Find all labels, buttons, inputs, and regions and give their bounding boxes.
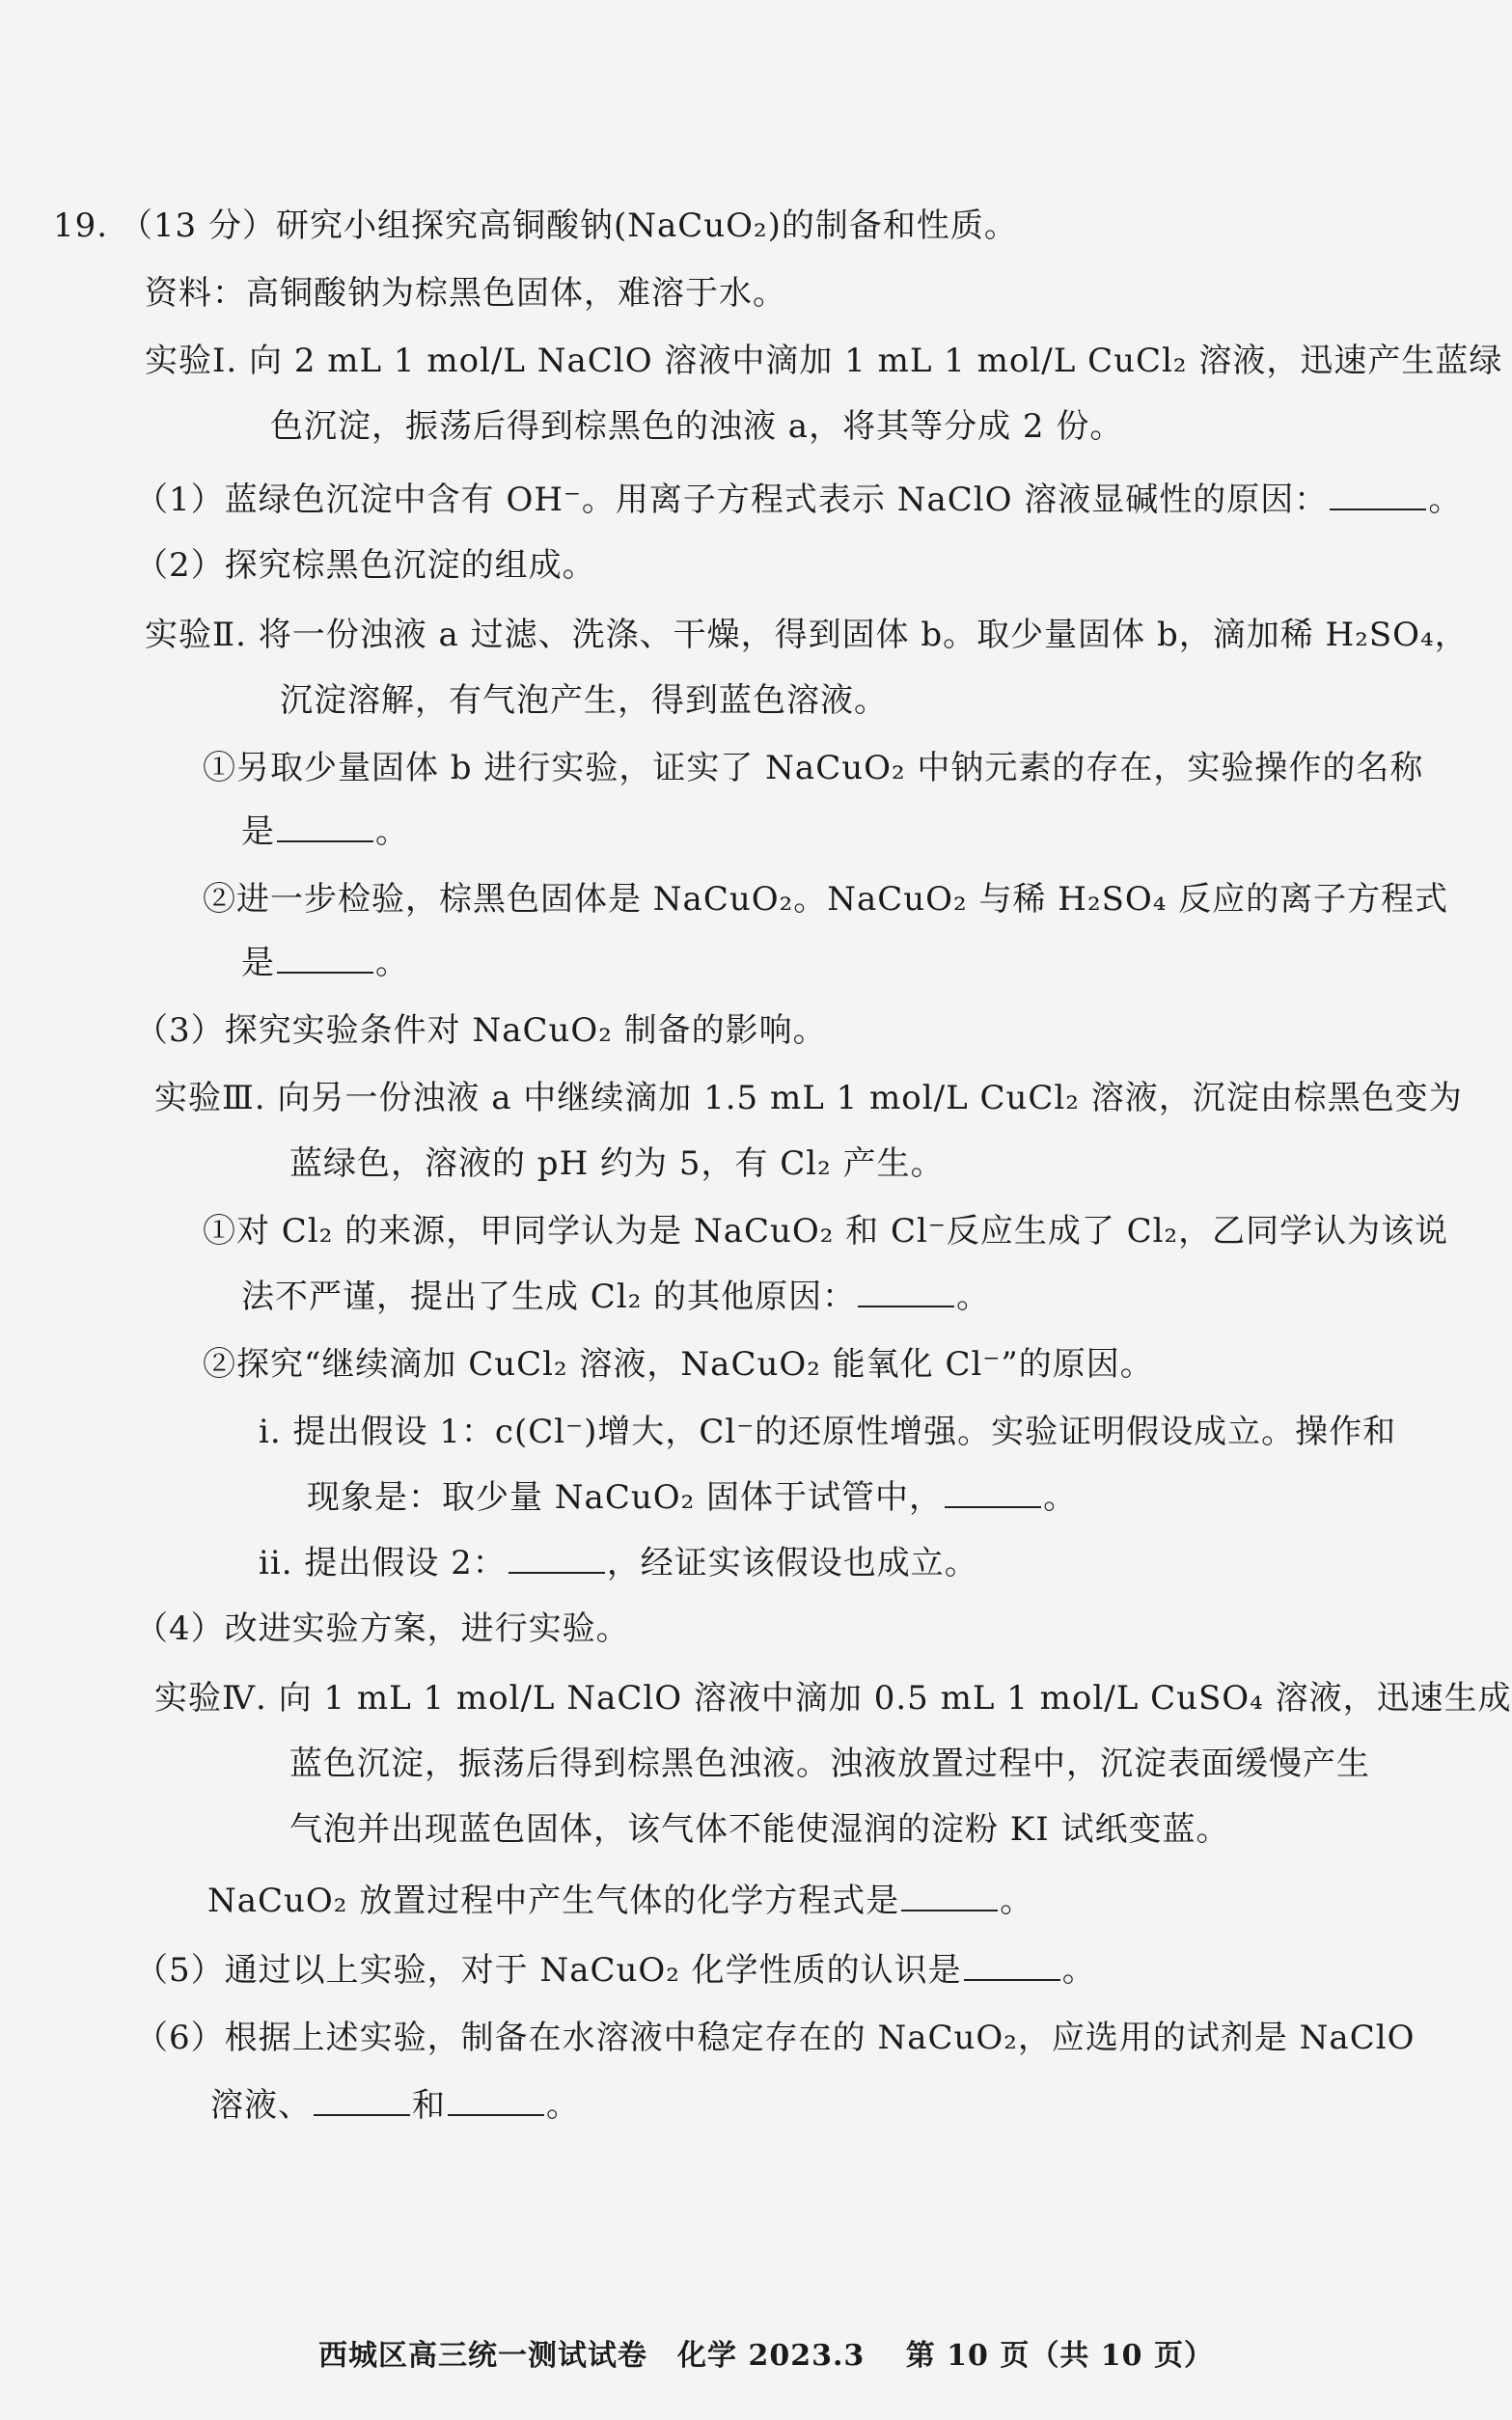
part-2-1-line-2: 是 。 [241, 812, 409, 851]
experiment-3-line-1: 实验Ⅲ. 向另一份浊液 a 中继续滴加 1.5 mL 1 mol/L CuCl₂ 溶液，沉淀由棕黑色变为 [154, 1079, 1463, 1117]
experiment-1-line-1: 实验Ⅰ. 向 2 mL 1 mol/L NaClO 溶液中滴加 1 mL 1 mol/L CuCl₂ 溶液，迅速产生蓝绿 [145, 342, 1503, 380]
answer-blank[interactable] [901, 1881, 998, 1911]
answer-blank[interactable] [1330, 480, 1426, 510]
experiment-1-line-2: 色沉淀，振荡后得到棕黑色的浊液 a，将其等分成 2 份。 [270, 407, 1124, 446]
material-note: 资料：高铜酸钠为棕黑色固体，难溶于水。 [145, 274, 786, 313]
answer-blank[interactable] [964, 1950, 1060, 1981]
part-5-question: （5）通过以上实验，对于 NaCuO₂ 化学性质的认识是 。 [135, 1951, 1096, 1990]
hypothesis-1-line-1: i. 提出假设 1：c(Cl⁻)增大，Cl⁻的还原性增强。实验证明假设成立。操作和 [259, 1413, 1397, 1451]
part-6-line-2: 溶液、 和 。 [210, 2086, 580, 2125]
part-2-2-line-2: 是 。 [241, 944, 409, 982]
experiment-4-line-1: 实验Ⅳ. 向 1 mL 1 mol/L NaClO 溶液中滴加 0.5 mL 1 mol/L CuSO₄ 溶液，迅速生成 [154, 1679, 1512, 1718]
question-header: 19. （13 分）研究小组探究高铜酸钠(NaCuO₂)的制备和性质。 [53, 206, 1018, 245]
answer-blank[interactable] [509, 1543, 605, 1574]
hypothesis-2-line: ii. 提出假设 2： ，经证实该假设也成立。 [259, 1544, 978, 1582]
hypothesis-1-line-2: 现象是：取少量 NaCuO₂ 固体于试管中， 。 [307, 1478, 1078, 1517]
answer-blank[interactable] [858, 1277, 954, 1307]
part-3-1-line-2: 法不严谨，提出了生成 Cl₂ 的其他原因： 。 [241, 1278, 991, 1316]
answer-blank[interactable] [314, 2085, 410, 2116]
part-1-text: （1）蓝绿色沉淀中含有 OH⁻。用离子方程式表示 NaClO 溶液显碱性的原因： 。 [135, 481, 1463, 519]
part-3-2-line-1: ②探究“继续滴加 CuCl₂ 溶液，NaCuO₂ 能氧化 Cl⁻”的原因。 [203, 1345, 1154, 1384]
experiment-2-line-1: 实验Ⅱ. 将一份浊液 a 过滤、洗涤、干燥，得到固体 b。取少量固体 b，滴加稀 H₂SO₄， [145, 616, 1469, 654]
experiment-2-line-2: 沉淀溶解，有气泡产生，得到蓝色溶液。 [280, 681, 888, 720]
part-3-1-line-1: ①对 Cl₂ 的来源，甲同学认为是 NaCuO₂ 和 Cl⁻反应生成了 Cl₂，乙同学认为该说 [203, 1212, 1449, 1251]
part-4-question: NaCuO₂ 放置过程中产生气体的化学方程式是 。 [207, 1882, 1034, 1920]
answer-blank[interactable] [448, 2085, 544, 2116]
experiment-4-line-2: 蓝色沉淀，振荡后得到棕黑色浊液。浊液放置过程中，沉淀表面缓慢产生 [289, 1745, 1370, 1783]
part-6-line-1: （6）根据上述实验，制备在水溶液中稳定存在的 NaCuO₂，应选用的试剂是 NaClO [135, 2019, 1416, 2057]
part-2-1-line-1: ①另取少量固体 b 进行实验，证实了 NaCuO₂ 中钠元素的存在，实验操作的名称 [203, 749, 1424, 787]
answer-blank[interactable] [277, 943, 373, 974]
answer-blank[interactable] [277, 811, 373, 842]
part-4-title: （4）改进实验方案，进行实验。 [135, 1609, 630, 1648]
page-footer: 西城区高三统一测试试卷 化学 2023.3 第 10 页（共 10 页） [318, 2339, 1214, 2373]
part-2-2-line-1: ②进一步检验，棕黑色固体是 NaCuO₂。NaCuO₂ 与稀 H₂SO₄ 反应的离子方程式 [203, 880, 1449, 919]
answer-blank[interactable] [945, 1477, 1041, 1508]
part-2-title: （2）探究棕黑色沉淀的组成。 [135, 546, 596, 585]
experiment-3-line-2: 蓝绿色，溶液的 pH 约为 5，有 Cl₂ 产生。 [289, 1144, 945, 1183]
part-3-title: （3）探究实验条件对 NaCuO₂ 制备的影响。 [135, 1011, 827, 1050]
experiment-4-line-3: 气泡并出现蓝色固体，该气体不能使湿润的淀粉 KI 试纸变蓝。 [289, 1810, 1230, 1849]
